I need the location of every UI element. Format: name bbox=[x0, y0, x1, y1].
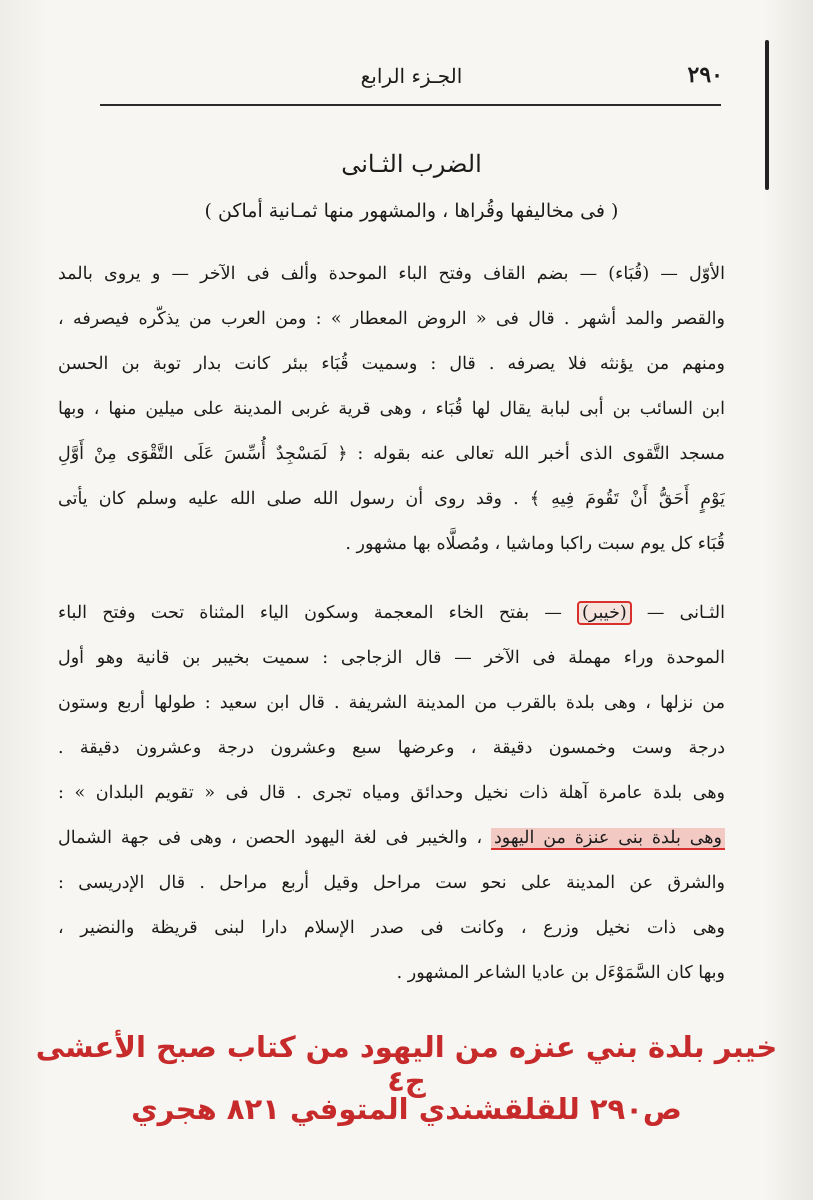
running-title: الجـزء الرابع bbox=[360, 64, 463, 88]
page-header bbox=[100, 62, 723, 102]
text-line: وبها كان السَّمَوْءَل بن عاديا الشاعر المشهور . bbox=[396, 963, 725, 983]
text-line: يَوْمٍ أَحَقُّ أَنْ تَقُومَ فِيهِ ﴾ . وقد روى أن رسول الله صلى الله عليه وسلم كان يأتى bbox=[58, 489, 725, 509]
text-line: من نزلها ، وهى بلدة بالقرب من المدينة الشريفة . قال ابن سعيد : طولها أربع وستون bbox=[58, 693, 725, 713]
text-line: وهى بلدة عامرة آهلة ذات نخيل وحدائق ومياه تجرى . قال فى « تقويم البلدان » : bbox=[58, 783, 725, 803]
section-title: الضرب الثـانى bbox=[341, 150, 482, 178]
text-line bbox=[58, 591, 725, 636]
highlighted-term: (خيبر) bbox=[577, 601, 632, 625]
entry-khaybar bbox=[58, 591, 725, 996]
text-line: الأوّل — (قُبَاء) — بضم القاف وفتح الباء الموحدة وألف فى الآخر — و يروى بالمد bbox=[58, 264, 725, 284]
caption-line-1: خيبر بلدة بني عنزه من اليهود من كتاب صبح الأعشى ج٤ bbox=[35, 1030, 778, 1098]
highlighted-phrase: وهى بلدة بنى عنزة من اليهود bbox=[491, 828, 725, 850]
entry-first-line-rest: — بفتح الخاء المعجمة وسكون الياء المثناة تحت وفتح الباء bbox=[58, 603, 562, 623]
caption-line-2: ص٢٩٠ للقلقشندي المتوفي ٨٢١ هجري bbox=[131, 1092, 682, 1126]
page-edge-mark bbox=[765, 40, 769, 190]
entry-label: الثـانى — bbox=[646, 603, 725, 623]
text-line: قُبَاء كل يوم سبت راكبا وماشيا ، ومُصلَّاه بها مشهور . bbox=[345, 534, 725, 554]
text-line: درجة وست وخمسون دقيقة ، وعرضها سبع وعشرون درجة وعشرون دقيقة . bbox=[58, 738, 725, 758]
text-line: وهى ذات نخيل وزرع ، وكانت فى صدر الإسلام دارا لبنى قريظة والنضير ، bbox=[58, 918, 725, 938]
text-line bbox=[58, 816, 725, 861]
body-text bbox=[58, 252, 725, 996]
text-line: الموحدة وراء مهملة فى الآخر — قال الزجاجى : سميت بخيبر بن قانية وهو أول bbox=[58, 648, 725, 668]
text-line: والقصر والمد أشهر . قال فى « الروض المعطار » : ومن العرب من يذكّره فيصرفه ، bbox=[58, 309, 725, 329]
header-rule bbox=[100, 104, 721, 106]
text-line: مسجد التَّقوى الذى أخبر الله تعالى عنه بقوله : ﴿ لَمَسْجِدٌ أُسِّسَ عَلَى التَّقْوَى مِنْ أَوَّلِ bbox=[58, 444, 725, 464]
section-subtitle: ( فى مخاليفها وقُراها ، والمشهور منها ثمـانية أماكن ) bbox=[204, 200, 619, 222]
text-line: ومنهم من يؤنثه فلا يصرفه . قال : وسميت قُبَاء ببئر كانت بدار توبة بن الحسن bbox=[58, 354, 725, 374]
page-number: ٢٩٠ bbox=[687, 62, 723, 88]
entry-quba bbox=[58, 252, 725, 567]
text-line: والشرق عن المدينة على نحو ست مراحل وقيل أربع مراحل . قال الإدريسى : bbox=[58, 873, 725, 893]
highlight-line-rest: ، والخيبر فى لغة اليهود الحصن ، وهى فى جهة الشمال bbox=[58, 828, 483, 848]
text-line: ابن السائب بن أبى لبابة يقال لها قُبَاء ، وهى قرية غربى المدينة على ميلين منها ، وبها bbox=[58, 399, 725, 419]
